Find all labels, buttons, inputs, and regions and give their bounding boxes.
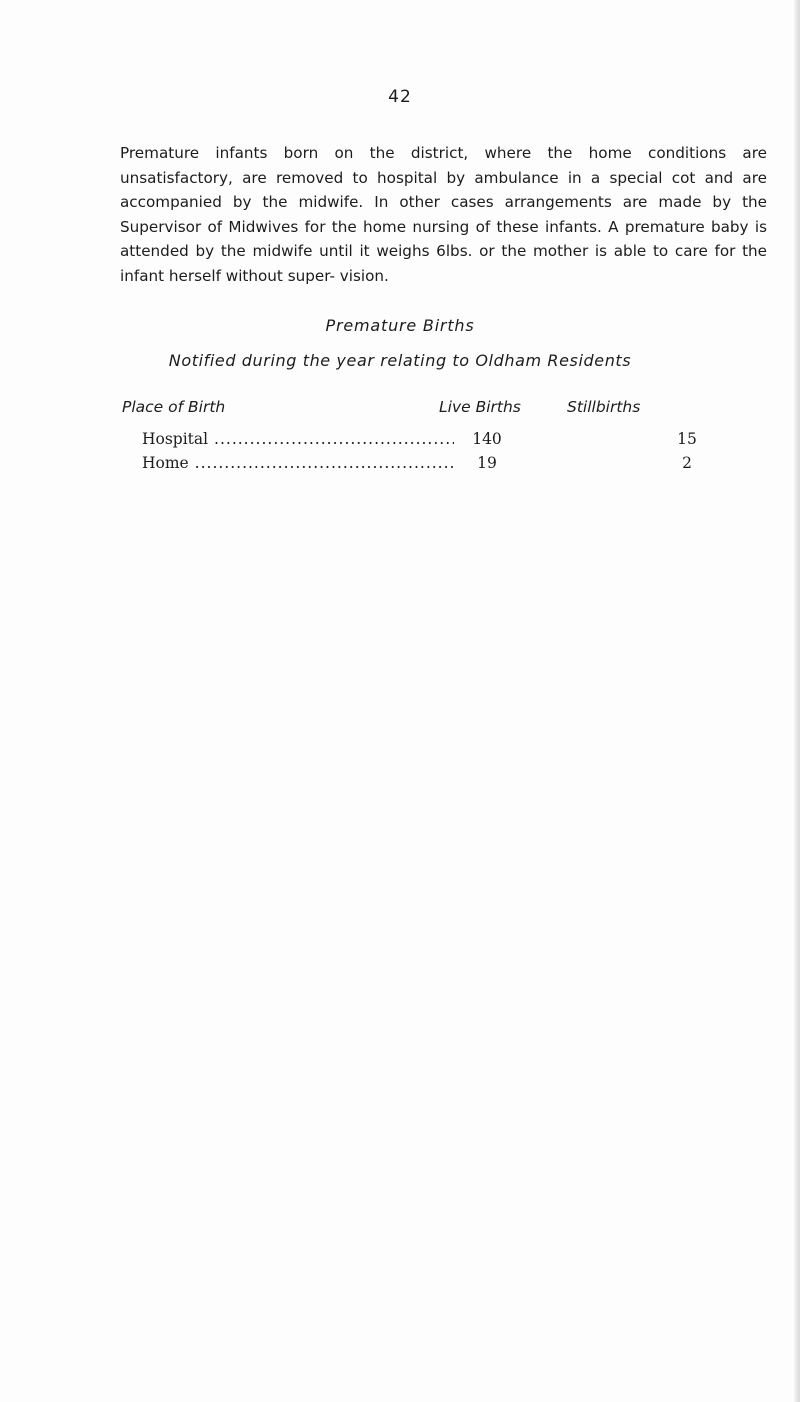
table-row	[122, 454, 722, 478]
column-header-place: Place of Birth	[122, 398, 226, 416]
row-live-births: 19	[477, 454, 497, 472]
row-place: Hospital .....	[142, 430, 454, 448]
column-header-live-births: Live Births	[439, 398, 521, 416]
table-subtitle: Notified during the year relating to Oldham Residents	[168, 351, 632, 370]
page-number: 42	[388, 87, 412, 107]
row-live-births: 140	[472, 430, 502, 448]
row-stillbirths: 2	[682, 454, 692, 472]
table-title: Premature Births	[325, 316, 475, 335]
column-header-stillbirths: Stillbirths	[567, 398, 641, 416]
body-paragraph: Premature infants born on the district, where the home conditions are unsatisfactory, are removed to hospital by ambulance in a special cot and are accompanied by the midwife. In other cases arrangements are made by the Supervisor of Midwives for the home nursing of these infants. A premature baby is attended by the midwife until it weighs 6lbs. or the mother is able to care for the infant herself without super- vision.	[120, 144, 767, 285]
page-edge-shadow	[794, 0, 800, 1402]
row-stillbirths: 15	[677, 430, 697, 448]
table-row	[122, 430, 722, 454]
row-place: Home .....	[142, 454, 454, 472]
